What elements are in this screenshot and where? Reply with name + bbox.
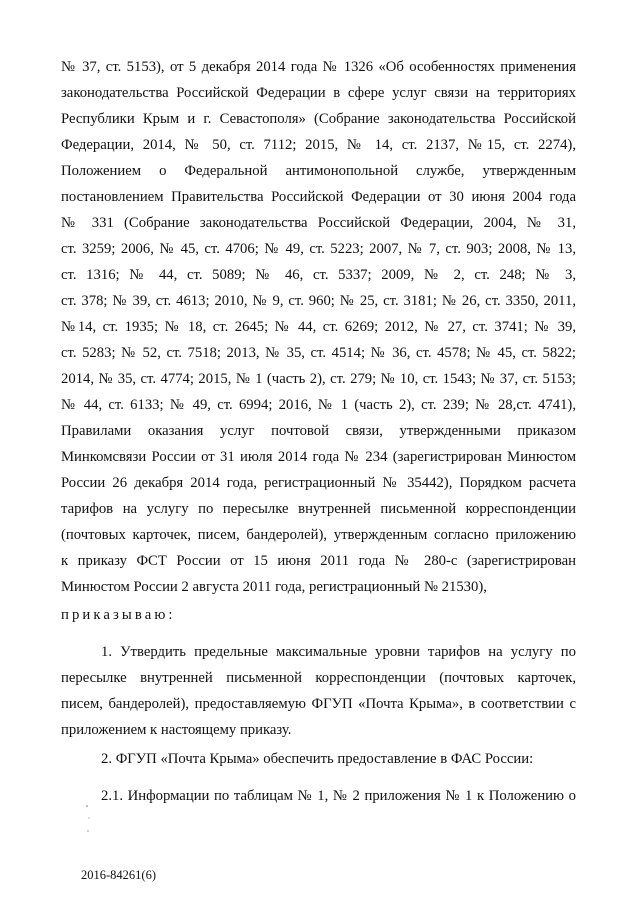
text-line: № 44, ст. 6133; № 49, ст. 6994; 2016, № 1 (часть 2), ст. 239; № 28,ст. 4741), — [61, 397, 576, 413]
text-line: ст. 378; № 39, ст. 4613; 2010, № 9, ст. 960; № 25, ст. 3181; № 26, ст. 3350, 2011, — [61, 293, 576, 309]
text-line: Минкомсвязи России от 31 июля 2014 года № 234 (зарегистрирован Минюстом — [61, 449, 576, 465]
text-line: Минюстом России 2 августа 2011 года, регистрационный № 21530), — [61, 579, 487, 595]
text-line: законодательства Российской Федерации в сфере услуг связи на территориях — [61, 85, 576, 101]
text-line: 2014, № 35, ст. 4774; 2015, № 1 (часть 2), ст. 279; № 10, ст. 1543; № 37, ст. 5153; — [61, 371, 576, 387]
item-2-1-paragraph — [61, 783, 576, 809]
text-line: № 37, ст. 5153), от 5 декабря 2014 года № 1326 «Об особенностях применения — [61, 59, 576, 75]
text-line: тарифов на услугу по пересылке внутренней письменной корреспонденции — [61, 501, 576, 517]
text-line: Положением о Федеральной антимонопольной службе, утвержденным — [61, 163, 576, 179]
order-word: приказываю: — [61, 607, 176, 623]
item-1-paragraph — [61, 639, 576, 743]
text-line: России 26 декабря 2014 года, регистрационный № 35442), Порядком расчета — [61, 475, 576, 491]
text-line: №14, ст. 1935; № 18, ст. 2645; № 44, ст. 6269; 2012, № 27, ст. 3741; № 39, — [61, 319, 576, 335]
order-heading — [61, 602, 576, 628]
text-line: 2. ФГУП «Почта Крыма» обеспечить предоставление в ФАС России: — [101, 751, 534, 767]
document-number: 2016-84261(6) — [81, 868, 156, 882]
text-line: ст. 5283; № 52, ст. 7518; 2013, № 35, ст. 4514; № 36, ст. 4578; № 45, ст. 5822; — [61, 345, 576, 361]
scan-artifact-marks — [84, 804, 92, 834]
text-line: к приказу ФСТ России от 15 июня 2011 года № 280-с (зарегистрирован — [61, 553, 576, 569]
text-line: Республики Крым и г. Севастополя» (Собрание законодательства Российской — [61, 111, 576, 127]
intro-paragraph — [61, 54, 576, 600]
text-line: постановлением Правительства Российской Федерации от 30 июня 2004 года — [61, 189, 576, 205]
text-line: № 331 (Собрание законодательства Российской Федерации, 2004, № 31, — [61, 215, 576, 231]
text-line: 2.1. Информации по таблицам № 1, № 2 приложения № 1 к Положению о — [101, 788, 576, 804]
text-line: Правилами оказания услуг почтовой связи, утвержденными приказом — [61, 423, 576, 439]
item-2-paragraph — [61, 746, 576, 772]
text-line: ст. 3259; 2006, № 45, ст. 4706; № 49, ст. 5223; 2007, № 7, ст. 903; 2008, № 13, — [61, 241, 576, 257]
text-line: 1. Утвердить предельные максимальные уровни тарифов на услугу по — [101, 644, 576, 660]
text-line: (почтовых карточек, писем, бандеролей), утвержденным согласно приложению — [61, 527, 576, 543]
text-line: писем, бандеролей), предоставляемую ФГУП «Почта Крыма», в соответствии с — [61, 696, 576, 712]
text-line: приложением к настоящему приказу. — [61, 722, 292, 738]
text-line: пересылке внутренней письменной корреспонденции (почтовых карточек, — [61, 670, 576, 686]
text-line: Федерации, 2014, № 50, ст. 7112; 2015, № 14, ст. 2137, №15, ст. 2274), — [61, 137, 576, 153]
text-line: ст. 1316; № 44, ст. 5089; № 46, ст. 5337; 2009, № 2, ст. 248; № 3, — [61, 267, 576, 283]
